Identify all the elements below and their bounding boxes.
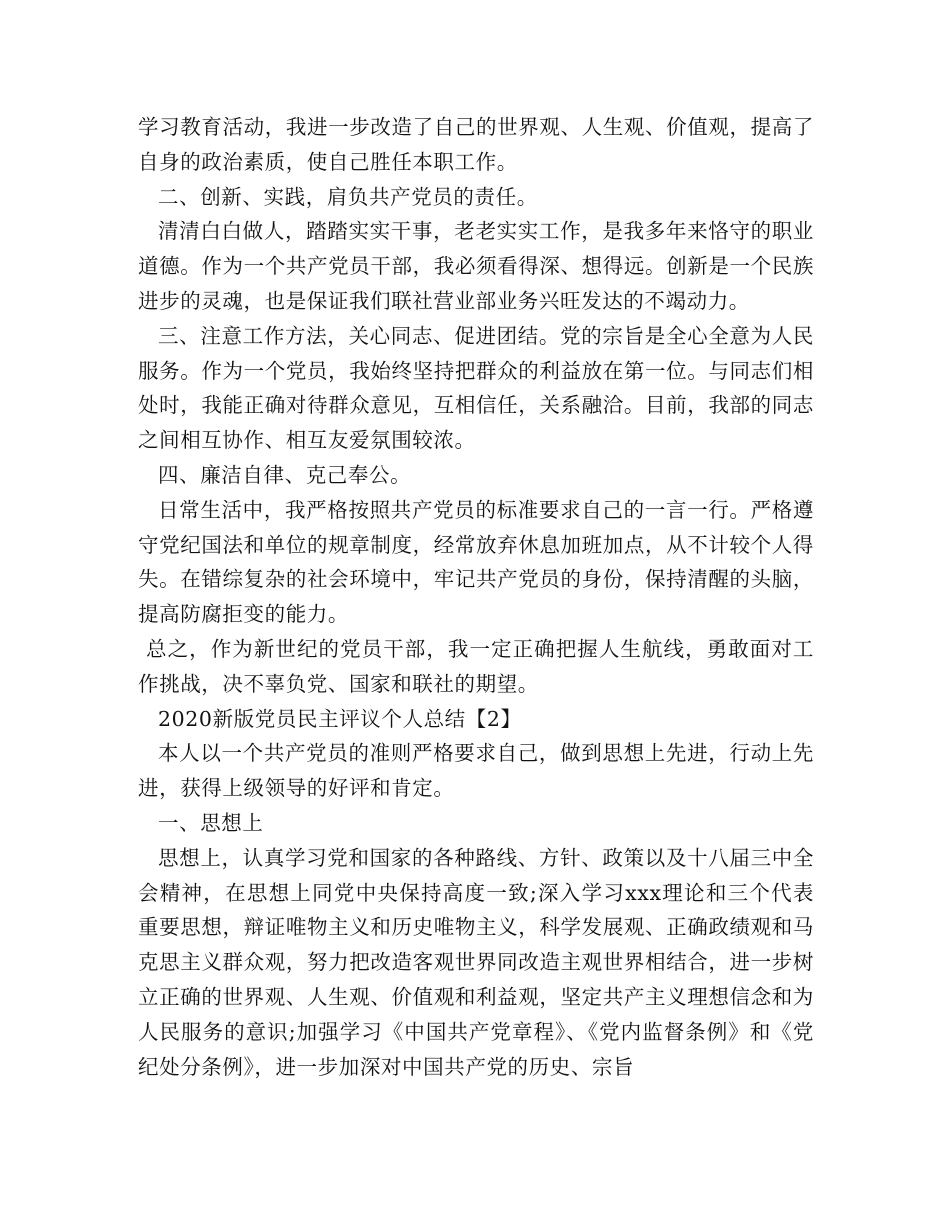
paragraph-3: 清清白白做人，踏踏实实干事，老老实实工作，是我多年来恪守的职业道德。作为一个共产党员干部，我必须看得深、想得远。创新是一个民族进步的灵魂，也是保证我们联社营业部业务兴旺发达的不竭动力。 xyxy=(138,219,814,313)
paragraph-4: 三、注意工作方法，关心同志、促进团结。党的宗旨是全心全意为人民服务。作为一个党员，我始终坚持把群众的利益放在第一位。与同志们相处时，我能正确对待群众意见，互相信任，关系融洽。目前，我部的同志之间相互协作、相互友爱氛围较浓。 xyxy=(138,323,814,453)
paragraph-1: 学习教育活动，我进一步改造了自己的世界观、人生观、价值观，提高了自身的政治素质，使自己胜任本职工作。 xyxy=(138,115,814,174)
paragraph-5: 四、廉洁自律、克己奉公。 xyxy=(158,462,412,487)
paragraph-11: 思想上，认真学习党和国家的各种路线、方针、政策以及十八届三中全会精神，在思想上同党中央保持高度一致;深入学习xxx理论和三个代表重要思想，辩证唯物主义和历史唯物主义，科学发展观、正确政绩观和马克思主义群众观，努力把改造客观世界同改造主观世界相结合，进一步树立正确的世界观、人生观、价值观和利益观，坚定共产主义理想信念和为人民服务的意识;加强学习《中国共产党章程》、《党内监督条例》和《党纪处分条例》，进一步加深对中国共产党的历史、宗旨 xyxy=(138,845,814,1079)
paragraph-10: 一、思想上 xyxy=(158,810,264,835)
section-heading: 2020新版党员民主评议个人总结【2】 xyxy=(158,706,522,731)
document-body xyxy=(138,110,814,1084)
paragraph-6: 日常生活中，我严格按照共产党员的标准要求自己的一言一行。严格遵守党纪国法和单位的规章制度，经常放弃休息加班加点，从不计较个人得失。在错综复杂的社会环境中，牢记共产党员的身份，保持清醒的头脑，提高防腐拒变的能力。 xyxy=(138,497,814,627)
paragraph-9: 本人以一个共产党员的准则严格要求自己，做到思想上先进，行动上先进，获得上级领导的好评和肯定。 xyxy=(138,741,814,801)
paragraph-2: 二、创新、实践，肩负共产党员的责任。 xyxy=(158,184,538,209)
paragraph-7: 总之，作为新世纪的党员干部，我一定正确把握人生航线，勇敢面对工作挑战，决不辜负党、国家和联社的期望。 xyxy=(138,636,814,696)
